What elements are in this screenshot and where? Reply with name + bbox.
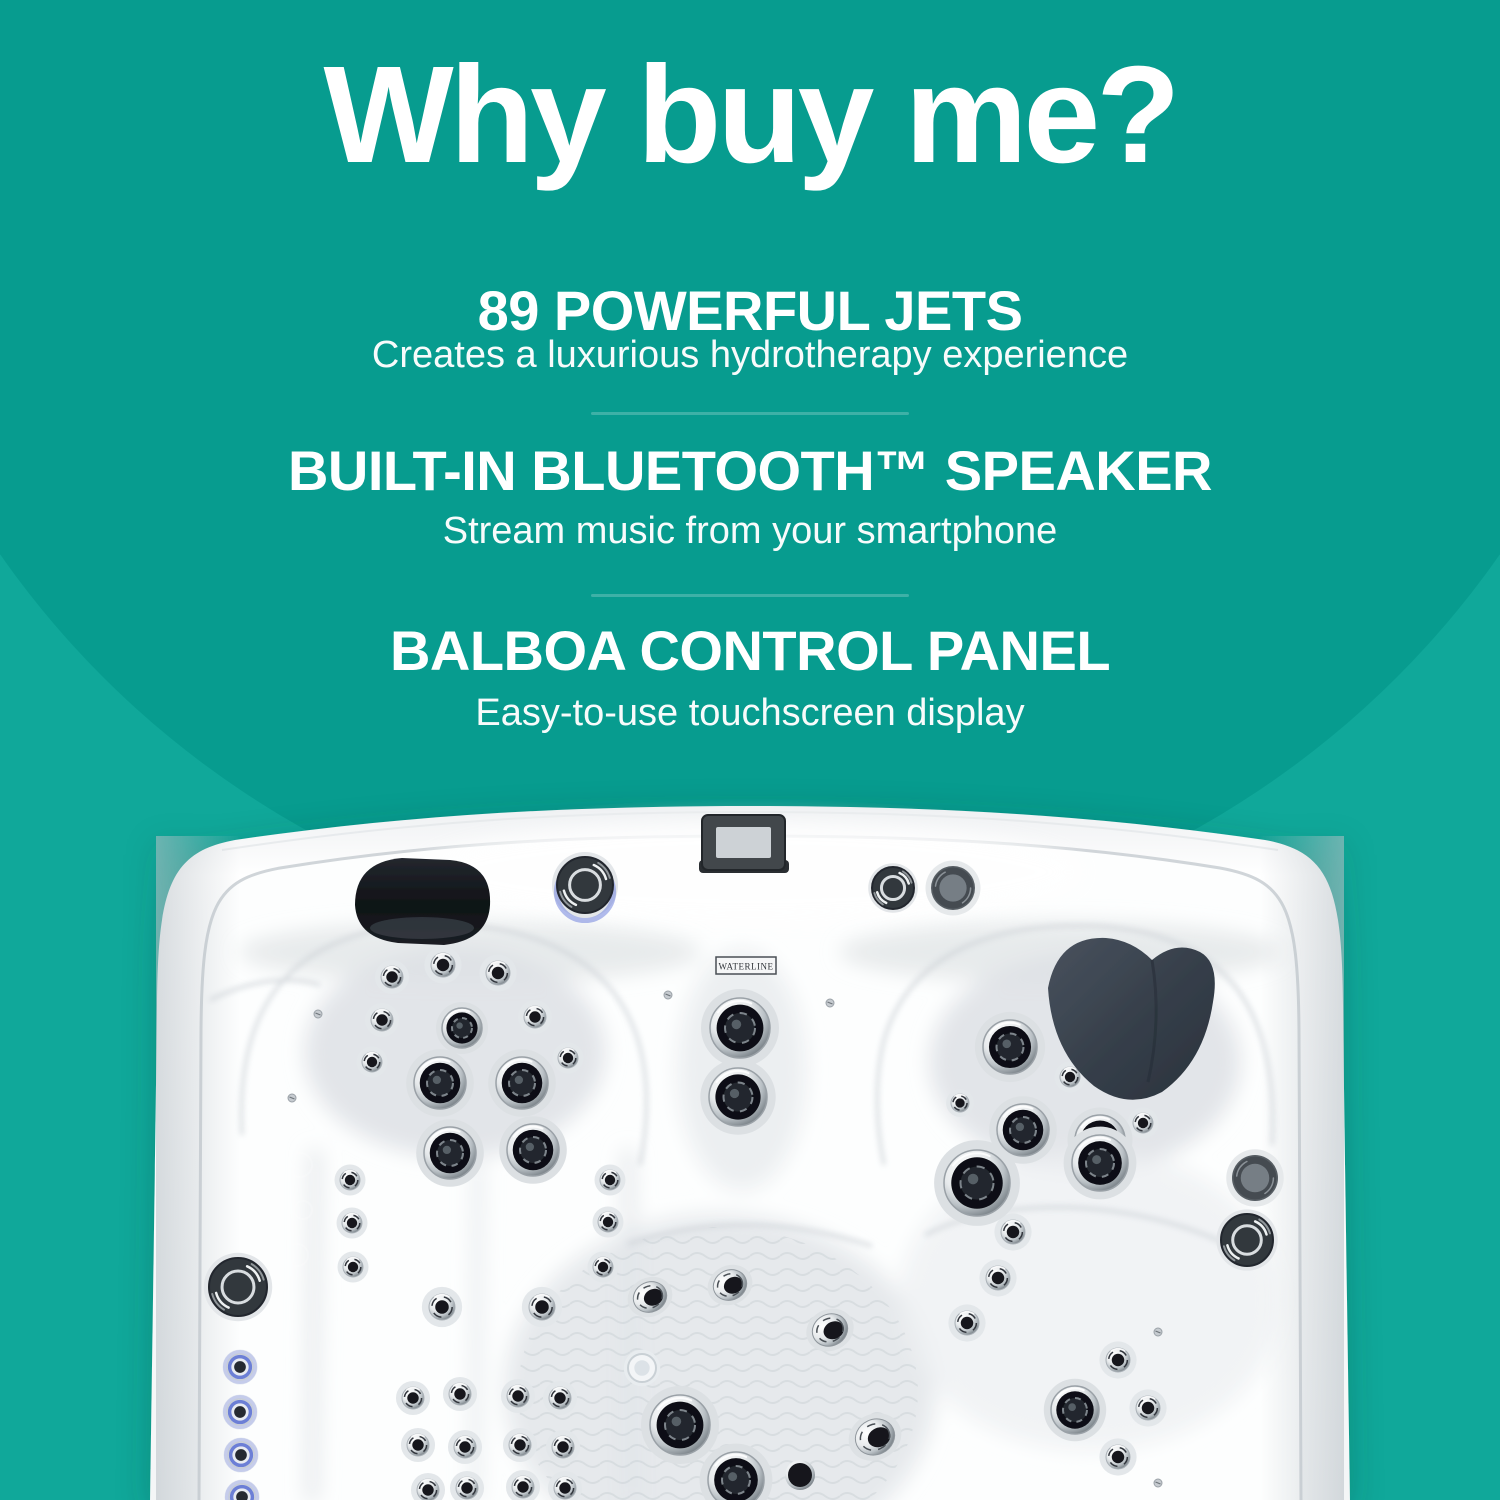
page-title: Why buy me? <box>323 38 1177 192</box>
jet <box>975 1012 1045 1082</box>
feature-desc-balboa: Easy-to-use touchscreen display <box>475 692 1025 734</box>
screw <box>1154 1479 1162 1487</box>
screw <box>1154 1328 1162 1336</box>
feature-heading-bluetooth: BUILT-IN BLUETOOTH™ SPEAKER <box>287 439 1212 502</box>
speaker-grille <box>868 863 918 913</box>
led-button <box>222 1349 257 1384</box>
hot-tub <box>150 806 1350 1500</box>
speaker-grille <box>552 852 618 921</box>
jet <box>546 1430 580 1464</box>
jet <box>979 1259 1016 1296</box>
speaker-grille <box>1216 1209 1277 1270</box>
jet <box>335 1165 366 1196</box>
jet <box>436 1002 488 1054</box>
underwater-light <box>624 1350 660 1386</box>
jet <box>396 1381 430 1415</box>
jet <box>1099 1341 1136 1378</box>
screw <box>826 999 834 1007</box>
jet <box>934 1140 1020 1226</box>
jet <box>518 1000 552 1034</box>
jet <box>365 1003 399 1037</box>
screw <box>314 1010 322 1018</box>
jet <box>357 1047 388 1078</box>
jet <box>338 1252 369 1283</box>
feature-heading-jets: 89 POWERFUL JETS <box>477 279 1023 342</box>
jet <box>401 1428 435 1462</box>
jet <box>1129 1389 1166 1426</box>
feature-desc-bluetooth: Stream music from your smartphone <box>442 510 1058 552</box>
jet <box>416 1119 484 1187</box>
jet <box>424 946 461 983</box>
waterline-sticker <box>716 957 776 974</box>
jet <box>543 1381 577 1415</box>
jet <box>501 1379 535 1413</box>
control-panel <box>699 815 789 873</box>
feature-desc-jets: Creates a luxurious hydrotherapy experience <box>371 334 1129 376</box>
jet <box>375 960 409 994</box>
divider <box>591 594 909 597</box>
control-button <box>1226 1149 1284 1207</box>
jet <box>448 1430 482 1464</box>
jet <box>701 989 779 1067</box>
feature-heading-balboa: BALBOA CONTROL PANEL <box>389 619 1111 682</box>
headrest-left <box>355 858 490 945</box>
jet <box>488 1049 556 1117</box>
jet <box>522 1287 562 1327</box>
jet <box>946 1089 974 1117</box>
jet <box>499 1116 567 1184</box>
waterline-label: WATERLINE <box>718 961 774 972</box>
jet <box>422 1287 462 1327</box>
jet <box>406 1049 474 1117</box>
divider <box>591 412 909 415</box>
speaker-grille <box>204 1253 272 1321</box>
control-button <box>926 861 981 916</box>
screw <box>288 1094 296 1102</box>
jet <box>595 1165 626 1196</box>
jet <box>1044 1379 1106 1441</box>
led-button <box>223 1437 258 1472</box>
jet <box>337 1208 368 1239</box>
screw <box>664 991 672 999</box>
jet <box>1099 1438 1136 1475</box>
jet <box>593 1207 624 1238</box>
jet <box>1128 1108 1159 1139</box>
jet <box>503 1428 537 1462</box>
jet <box>700 1059 775 1134</box>
jet <box>1064 1127 1137 1200</box>
control-panel-screen <box>716 827 771 858</box>
jet <box>588 1252 619 1283</box>
jet <box>479 954 516 991</box>
led-button <box>222 1394 257 1429</box>
jet <box>785 1460 815 1490</box>
jet <box>641 1386 719 1464</box>
jet <box>948 1304 985 1341</box>
jet <box>443 1377 477 1411</box>
jet <box>553 1043 584 1074</box>
